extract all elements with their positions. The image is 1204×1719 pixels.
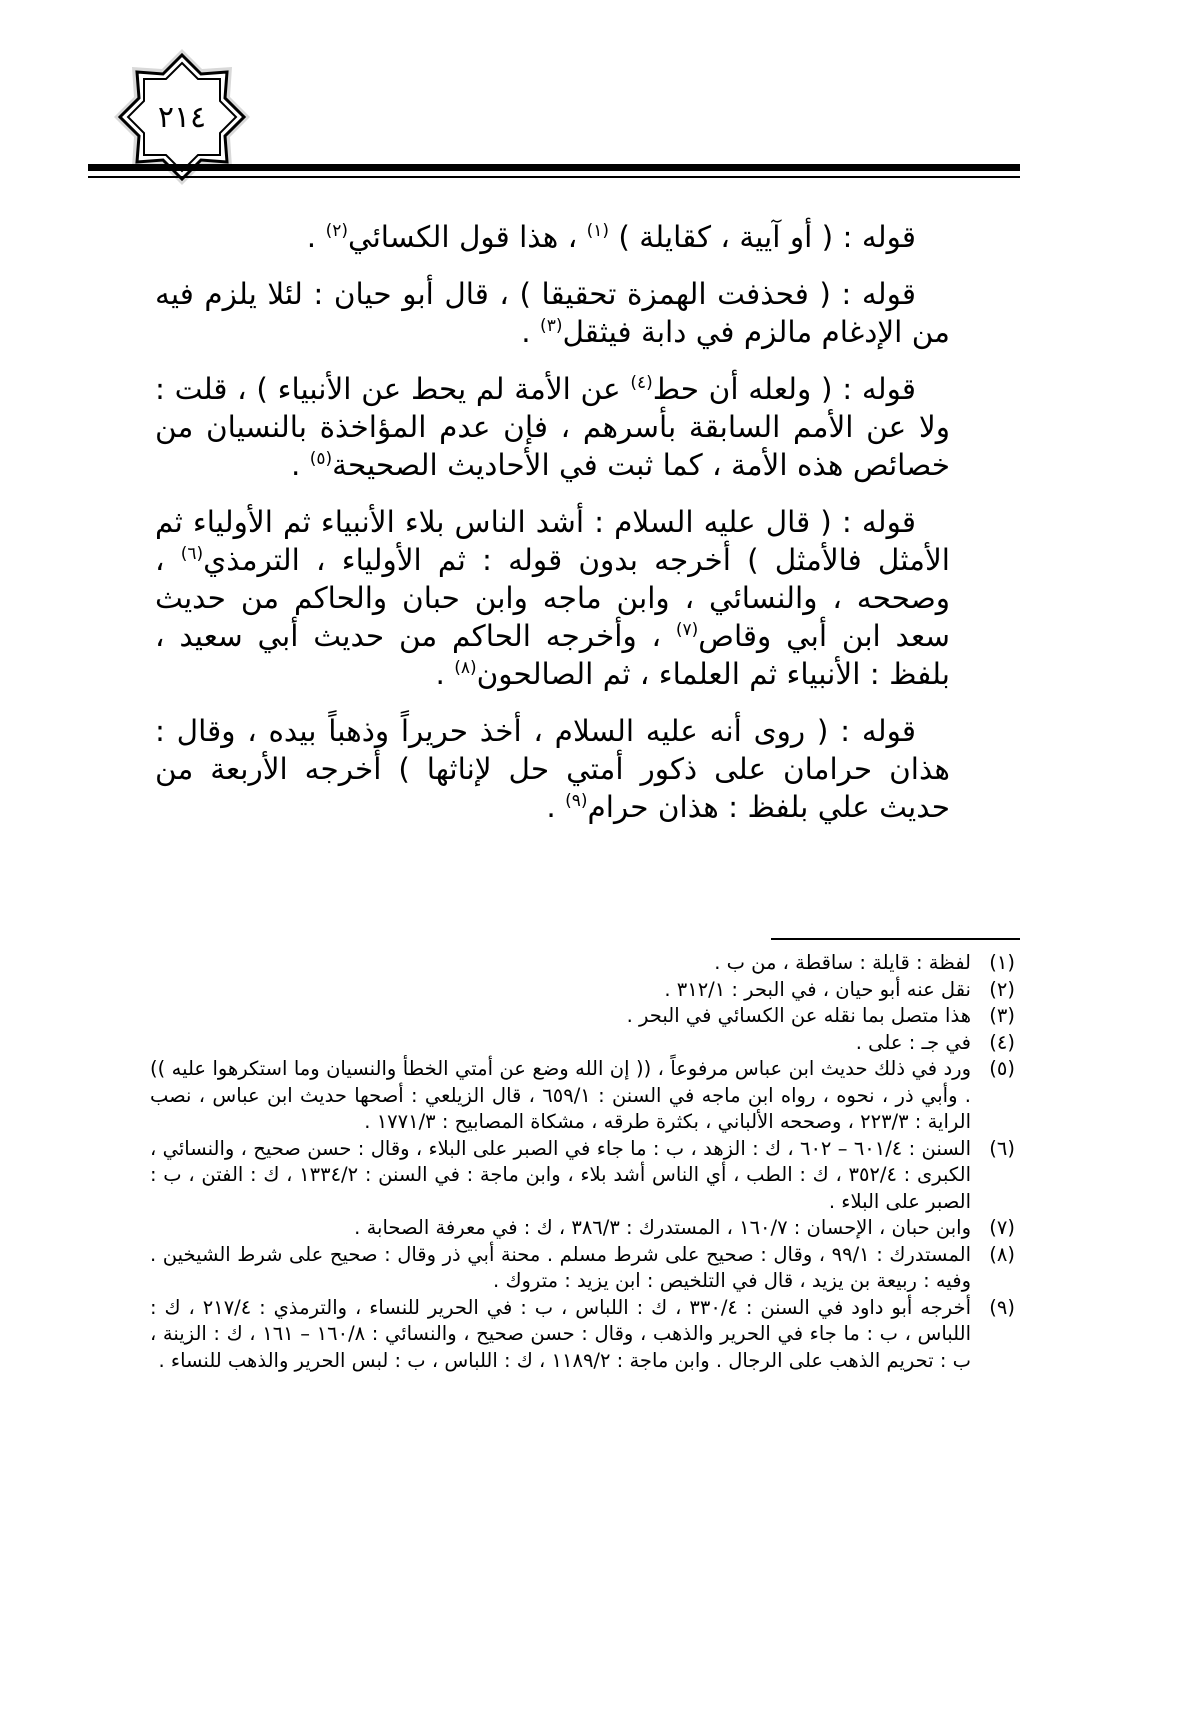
footnote-reference: (٩)	[565, 791, 588, 812]
footnote	[150, 1056, 1015, 1136]
footnote-text: نقل عنه أبو حيان ، في البحر : ٣١٢/١ .	[664, 977, 971, 1001]
footnote-reference: (٢)	[325, 221, 348, 242]
body-paragraph	[155, 712, 950, 826]
paragraph-text: .	[306, 220, 326, 254]
header-rule-thin	[88, 176, 1020, 178]
footnote-text: ورد في ذلك حديث ابن عباس مرفوعاً ، (( إن الله وضع عن أمتي الخطأ والنسيان وما استكرهوا عليه )) . وأبي ذر ، نحوه ، رواه ابن ماجه في السنن : ٦٥٩/١ ، قال الزيلعي : أصحها حديث ابن عباس ، نصب الراية : ٢٢٣/٣ ، وصححه الألباني ، بكثرة طرقه ، مشكاة المصابيح : ١٧٧١/٣ .	[150, 1057, 972, 1133]
footnote-text: المستدرك : ٩٩/١ ، وقال : صحيح على شرط مسلم . محنة أبي ذر وقال : صحيح على شرط الشيخين . وفيه : ربيعة بن يزيد ، قال في التلخيص : ابن يزيد : متروك .	[150, 1242, 971, 1292]
body-paragraph	[155, 370, 950, 484]
body-paragraph	[155, 275, 950, 351]
paragraph-text: ، وصححه ، والنسائي ، وابن ماجه وابن حبان والحاكم من حديث سعد ابن أبي وقاص	[155, 543, 950, 653]
footnote-number: (٤)	[989, 1030, 1015, 1054]
footnote	[150, 1295, 1015, 1375]
footnotes	[150, 950, 1015, 1374]
footnote-number: (٥)	[989, 1057, 1015, 1080]
footnote-number: (٣)	[989, 1004, 1015, 1027]
footnote-separator	[771, 938, 1020, 940]
footnote-number: (١)	[989, 951, 1015, 974]
paragraph-text: ، وأخرجه الحاكم من حديث أبي سعيد ، بلفظ : الأنبياء ثم العلماء ، ثم الصالحون	[155, 619, 950, 691]
paragraph-text: قوله : ( ولعله أن حط	[652, 372, 916, 406]
paragraph-text: قوله : ( روى أنه عليه السلام ، أخذ حريراً وذهباً بيده ، وقال : هذان حرامان على ذكور أمتي حل لإناثها ) أخرجه الأربعة من حديث علي بلفظ : هذان حرام	[155, 714, 950, 824]
footnote-reference: (٥)	[309, 449, 333, 470]
paragraph-text: .	[521, 315, 541, 349]
main-text	[155, 218, 950, 845]
footnote-text: وابن حبان ، الإحسان : ١٦٠/٧ ، المستدرك : ٣٨٦/٣ ، ك : في معرفة الصحابة .	[354, 1216, 971, 1239]
footnote-number: (٦)	[989, 1136, 1015, 1160]
footnote-reference: (٨)	[454, 658, 477, 679]
footnote	[150, 977, 1015, 1004]
paragraph-text: قوله : ( قال عليه السلام : أشد الناس بلاء الأنبياء ثم الأولياء ثم الأمثل فالأمثل ) أخرجه بدون قوله : ثم الأولياء ، الترمذي	[155, 505, 950, 577]
footnote	[150, 1215, 1015, 1242]
header-rule-thick	[88, 164, 1020, 171]
footnote-number: (٧)	[989, 1216, 1015, 1239]
footnote	[150, 1003, 1015, 1030]
footnote	[150, 1242, 1015, 1295]
paragraph-text: .	[546, 790, 566, 824]
body-paragraph	[155, 503, 950, 693]
footnote-reference: (٣)	[540, 316, 563, 337]
footnote	[150, 1136, 1015, 1216]
footnote-reference: (٧)	[675, 620, 699, 641]
paragraph-text: قوله : ( فحذفت الهمزة تحقيقا ) ، قال أبو حيان : لئلا يلزم فيه من الإدغام مالزم في دابة فيثقل	[155, 277, 950, 349]
paragraph-text: عن الأمة لم يحط عن الأنبياء ) ، قلت : ولا عن الأمم السابقة بأسرهم ، فإن عدم المؤاخذة بالنسيان من خصائص هذه الأمة ، كما ثبت في الأحاديث الصحيحة	[155, 372, 950, 482]
paragraph-text: قوله : ( أو آيية ، كقايلة )	[609, 220, 916, 254]
footnote	[150, 1030, 1015, 1057]
footnote-number: (٨)	[989, 1242, 1015, 1266]
page-number: ٢١٤	[157, 99, 207, 135]
footnote-text: لفظة : قايلة : ساقطة ، من ب .	[714, 951, 971, 974]
footnote-reference: (٤)	[630, 373, 653, 394]
footnote-text: هذا متصل بما نقله عن الكسائي في البحر .	[626, 1004, 971, 1027]
footnote-text: في جـ : على .	[855, 1030, 971, 1054]
footnote-text: السنن : ٦٠١/٤ – ٦٠٢ ، ك : الزهد ، ب : ما جاء في الصبر على البلاء ، وقال : حسن صحيح ، والنسائي ، الكبرى : ٣٥٢/٤ ، ك : الطب ، أي الناس أشد بلاء ، وابن ماجة : في السنن : ١٣٣٤/٢ ، ك : الفتن ، ب : الصبر على البلاء .	[150, 1136, 971, 1213]
body-paragraph	[155, 218, 950, 256]
footnote	[150, 950, 1015, 977]
footnote-number: (٢)	[989, 977, 1015, 1001]
paragraph-text: ، هذا قول الكسائي	[347, 220, 587, 254]
footnote-reference: (٦)	[180, 544, 204, 565]
paragraph-text: .	[290, 448, 310, 482]
paragraph-text: .	[435, 657, 455, 691]
footnote-number: (٩)	[989, 1295, 1015, 1319]
footnote-reference: (١)	[586, 221, 610, 242]
footnote-text: أخرجه أبو داود في السنن : ٣٣٠/٤ ، ك : اللباس ، ب : في الحرير للنساء ، والترمذي : ٢١٧/٤ ، ك : اللباس ، ب : ما جاء في الحرير والذهب ، وقال : حسن صحيح ، والنسائي : ١٦٠/٨ – ١٦١ ، ك : الزينة ، ب : تحريم الذهب على الرجال . وابن ماجة : ١١٨٩/٢ ، ك : اللباس ، ب : لبس الحرير والذهب للنساء .	[150, 1295, 971, 1372]
